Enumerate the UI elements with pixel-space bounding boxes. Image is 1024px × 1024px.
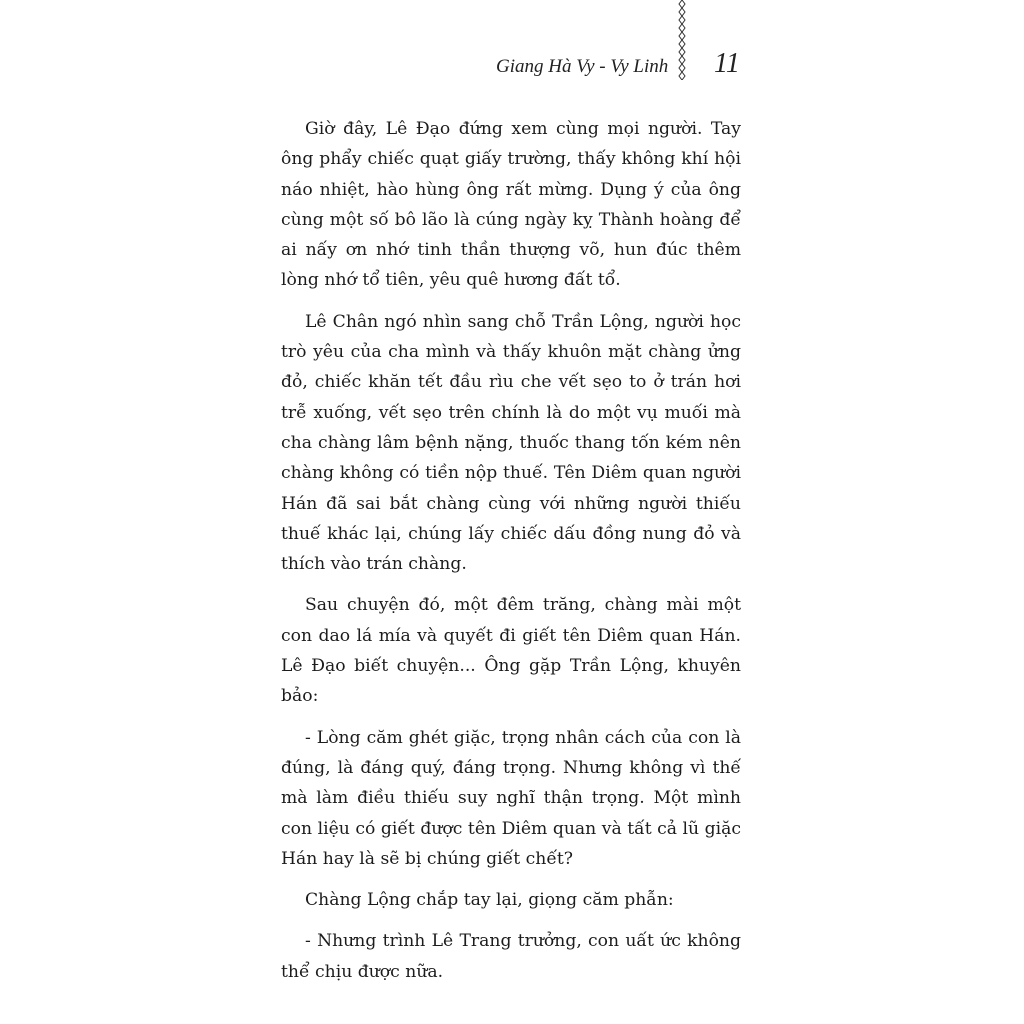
page-header (496, 48, 746, 88)
chain-ornament-icon (677, 0, 687, 80)
paragraph: Sau chuyện đó, một đêm trăng, chàng mài một con dao lá mía và quyết đi giết tên Diêm quan Hán. Lê Đạo biết chuyện... Ông gặp Trần Lộng, khuyên bảo: (281, 595, 741, 707)
dialogue-paragraph: - Nhưng trình Lê Trang trưởng, con uất ức không thể chịu được nữa. (281, 931, 741, 982)
page-number: 11 (714, 48, 740, 79)
paragraph: Giờ đây, Lê Đạo đứng xem cùng mọi người. Tay ông phẩy chiếc quạt giấy trường, thấy không khí hội náo nhiệt, hào hùng ông rất mừng. Dụng ý của ông cùng một số bô lão là cúng ngày kỵ Thành hoàng để ai nấy ơn nhớ tinh thần thượng võ, hun đúc thêm lòng nhớ tổ tiên, yêu quê hương đất tổ. (281, 119, 741, 291)
dialogue-paragraph: - Lòng căm ghét giặc, trọng nhân cách của con là đúng, là đáng quý, đáng trọng. Nhưng không vì thế mà làm điều thiếu suy nghĩ thận trọng. Một mình con liệu có giết được tên Diêm quan và tất cả lũ giặc Hán hay là sẽ bị chúng giết chết? (281, 727, 741, 869)
paragraph: Chàng Lộng chắp tay lại, giọng căm phẫn: (305, 890, 674, 911)
body-text (281, 114, 741, 998)
paragraph: Lê Chân ngó nhìn sang chỗ Trần Lộng, người học trò yêu của cha mình và thấy khuôn mặt chàng ửng đỏ, chiếc khăn tết đầu rìu che vết sẹo to ở trán hơi trễ xuống, vết sẹo trên chính là do một vụ muối mà cha chàng lâm bệnh nặng, thuốc thang tốn kém nên chàng không có tiền nộp thuế. Tên Diêm quan người Hán đã sai bắt chàng cùng với những người thiếu thuế khác lại, chúng lấy chiếc dấu đồng nung đỏ và thích vào trán chàng. (281, 311, 741, 575)
running-title: Giang Hà Vy - Vy Linh (496, 56, 669, 77)
